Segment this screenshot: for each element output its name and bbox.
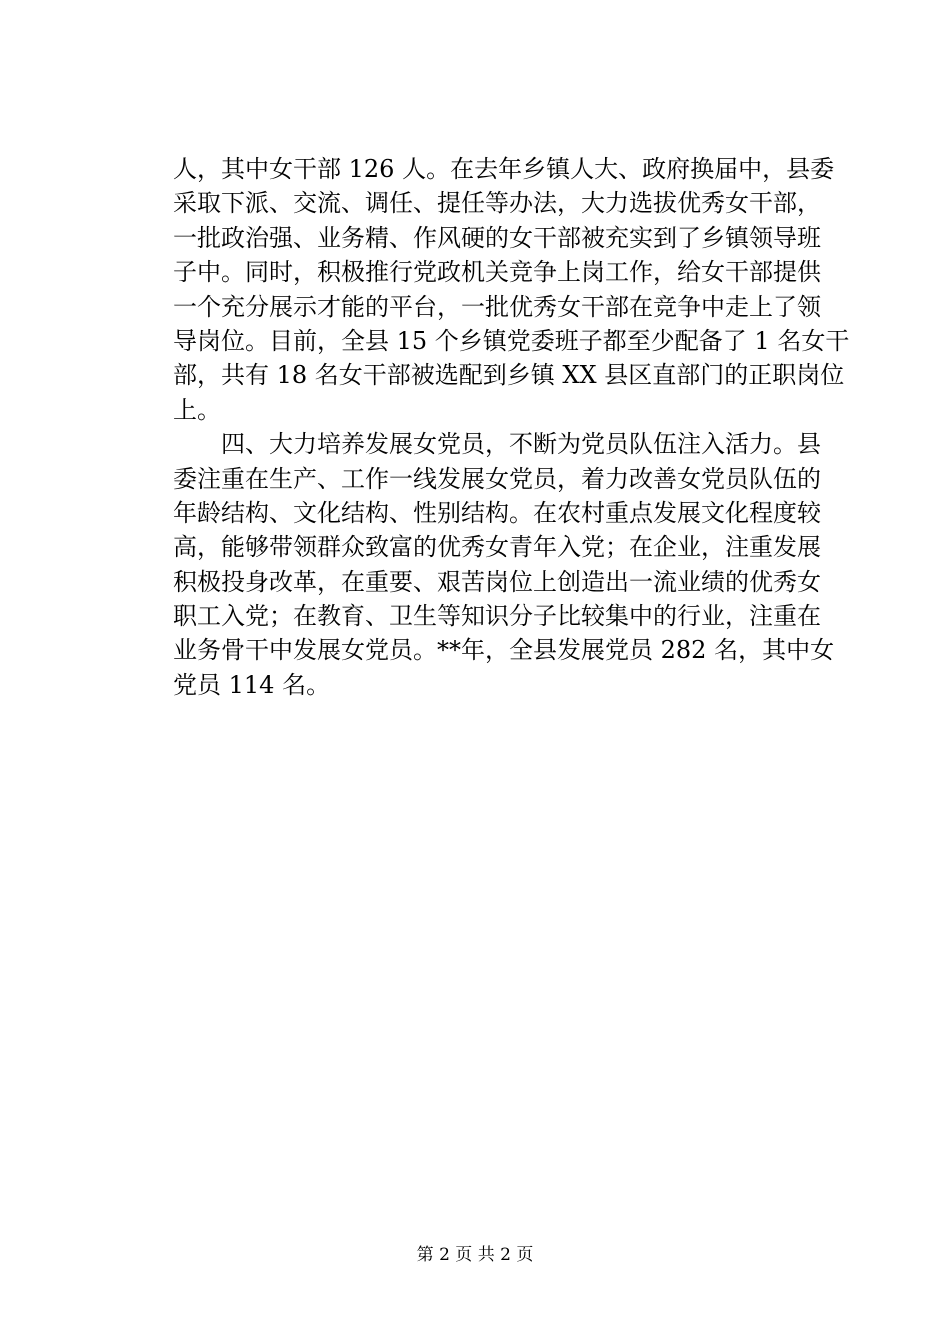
text-line: 积极投身改革，在重要、艰苦岗位上创造出一流业绩的优秀女	[173, 567, 821, 596]
text-line: 部，共有 18 名女干部被选配到乡镇 XX 县区直部门的正职岗位	[173, 361, 845, 390]
text-line: 一个充分展示才能的平台，一批优秀女干部在竞争中走上了领	[173, 292, 821, 321]
text-line: 业务骨干中发展女党员。**年，全县发展党员 282 名，其中女	[173, 636, 835, 665]
text-line: 采取下派、交流、调任、提任等办法，大力选拔优秀女干部，	[173, 189, 821, 218]
text-line: 人，其中女干部 126 人。在去年乡镇人大、政府换届中，县委	[173, 155, 835, 183]
page-number-label: 第 2 页 共 2 页	[416, 1245, 534, 1265]
text-line: 一批政治强、业务精、作风硬的女干部被充实到了乡镇领导班	[173, 223, 821, 252]
text-line: 年龄结构、文化结构、性别结构。在农村重点发展文化程度较	[173, 498, 821, 527]
text-line: 四、大力培养发展女党员，不断为党员队伍注入活力。县	[173, 430, 821, 459]
text-line: 职工入党；在教育、卫生等知识分子比较集中的行业，注重在	[173, 602, 821, 631]
text-line: 上。	[173, 395, 221, 424]
document-body	[173, 152, 850, 702]
text-line: 委注重在生产、工作一线发展女党员，着力改善女党员队伍的	[173, 464, 821, 493]
text-line: 高，能够带领群众致富的优秀女青年入党；在企业，注重发展	[173, 533, 821, 562]
text-line: 党员 114 名。	[173, 670, 331, 699]
text-line: 子中。同时，积极推行党政机关竞争上岗工作，给女干部提供	[173, 258, 821, 287]
page-footer	[0, 1243, 950, 1267]
text-line: 导岗位。目前，全县 15 个乡镇党委班子都至少配备了 1 名女干	[173, 326, 850, 355]
